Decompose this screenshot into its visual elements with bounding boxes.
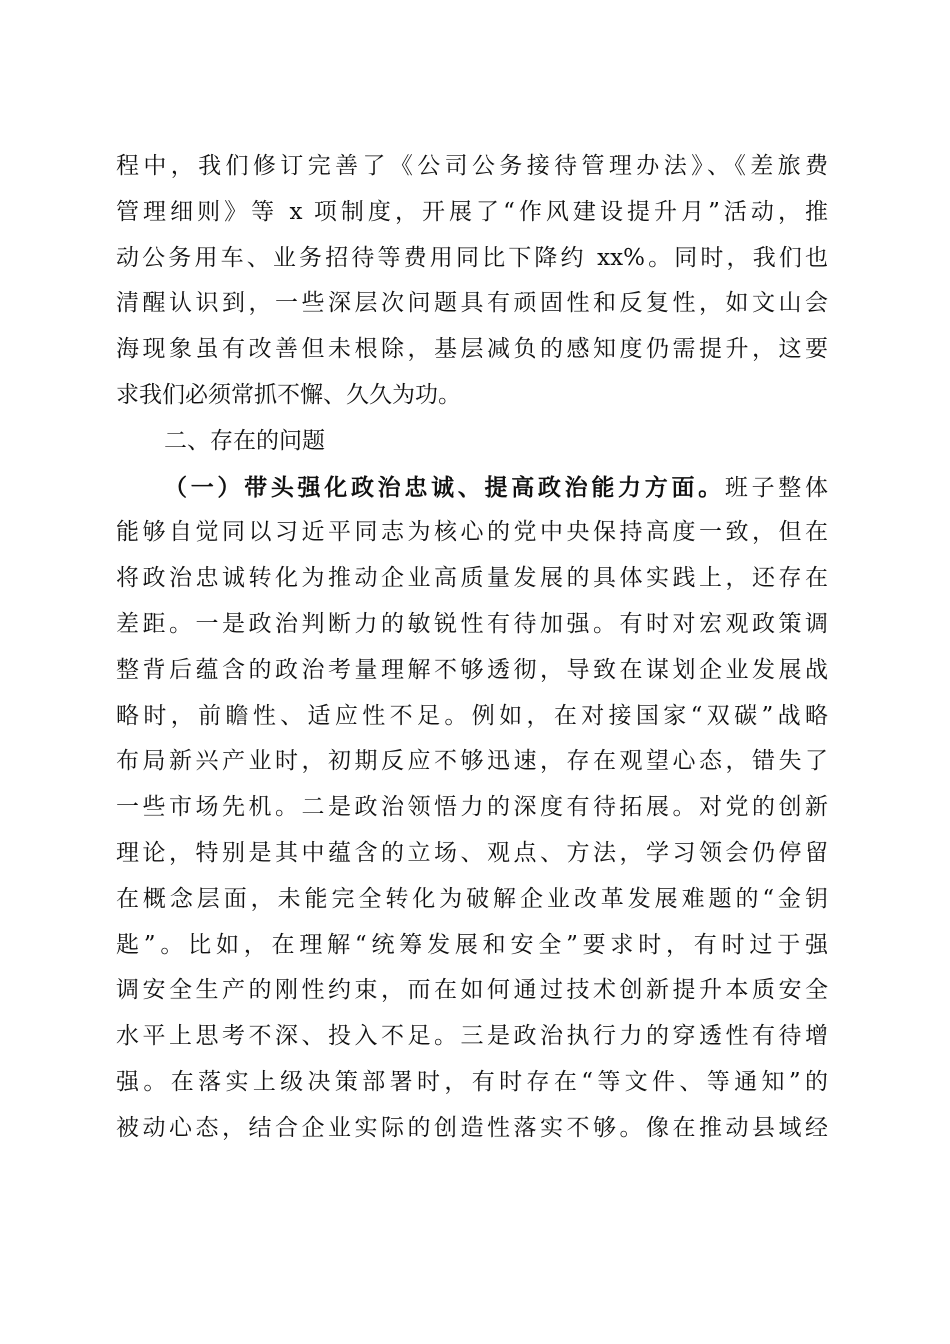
text-line: 求我们必须常抓不懈、久久为功。 — [116, 381, 461, 408]
paragraph-political-loyalty — [116, 465, 828, 1152]
document-body — [116, 144, 828, 1152]
text-line: 理论，特别是其中蕴含的立场、观点、方法，学习领会仍停留 — [116, 839, 828, 866]
paragraph-first-line — [116, 465, 828, 511]
text-line: 动公务用车、业务招待等费用同比下降约 xx%。同时，我们也 — [116, 244, 828, 271]
text-run: 班子整体 — [724, 474, 828, 501]
text-line: 能够自觉同以习近平同志为核心的党中央保持高度一致，但在 — [116, 519, 828, 546]
paragraph-work-style — [116, 144, 828, 419]
text-line: 布局新兴产业时，初期反应不够迅速，存在观望心态，错失了 — [116, 748, 828, 775]
text-line: 差距。一是政治判断力的敏锐性有待加强。有时对宏观政策调 — [116, 610, 828, 637]
text-line: 略时，前瞻性、适应性不足。例如，在对接国家“双碳”战略 — [116, 702, 828, 729]
text-line: 一些市场先机。二是政治领悟力的深度有待拓展。对党的创新 — [116, 794, 828, 821]
section-heading: 二、存在的问题 — [164, 427, 325, 454]
text-line: 将政治忠诚转化为推动企业高质量发展的具体实践上，还存在 — [116, 565, 828, 592]
text-line: 海现象虽有改善但未根除，基层减负的感知度仍需提升，这要 — [116, 336, 828, 363]
text-line: 管理细则》等 x 项制度，开展了“作风建设提升月”活动，推 — [116, 198, 828, 225]
text-line: 匙”。比如，在理解“统筹发展和安全”要求时，有时过于强 — [116, 931, 828, 958]
text-line: 被动心态，结合企业实际的创造性落实不够。像在推动县域经 — [116, 1114, 828, 1141]
text-line: 整背后蕴含的政治考量理解不够透彻，导致在谋划企业发展战 — [116, 656, 828, 683]
text-line: 强。在落实上级决策部署时，有时存在“等文件、等通知”的 — [116, 1068, 828, 1095]
text-line: 清醒认识到，一些深层次问题具有顽固性和反复性，如文山会 — [116, 290, 828, 317]
text-line: 调安全生产的刚性约束，而在如何通过技术创新提升本质安全 — [116, 977, 828, 1004]
text-line: 在概念层面，未能完全转化为破解企业改革发展难题的“金钥 — [116, 885, 828, 912]
subsection-heading: （一）带头强化政治忠诚、提高政治能力方面。 — [164, 473, 725, 501]
text-line: 程中，我们修订完善了《公司公务接待管理办法》、《差旅费 — [116, 153, 828, 179]
text-line: 水平上思考不深、投入不足。三是政治执行力的穿透性有待增 — [116, 1023, 828, 1050]
